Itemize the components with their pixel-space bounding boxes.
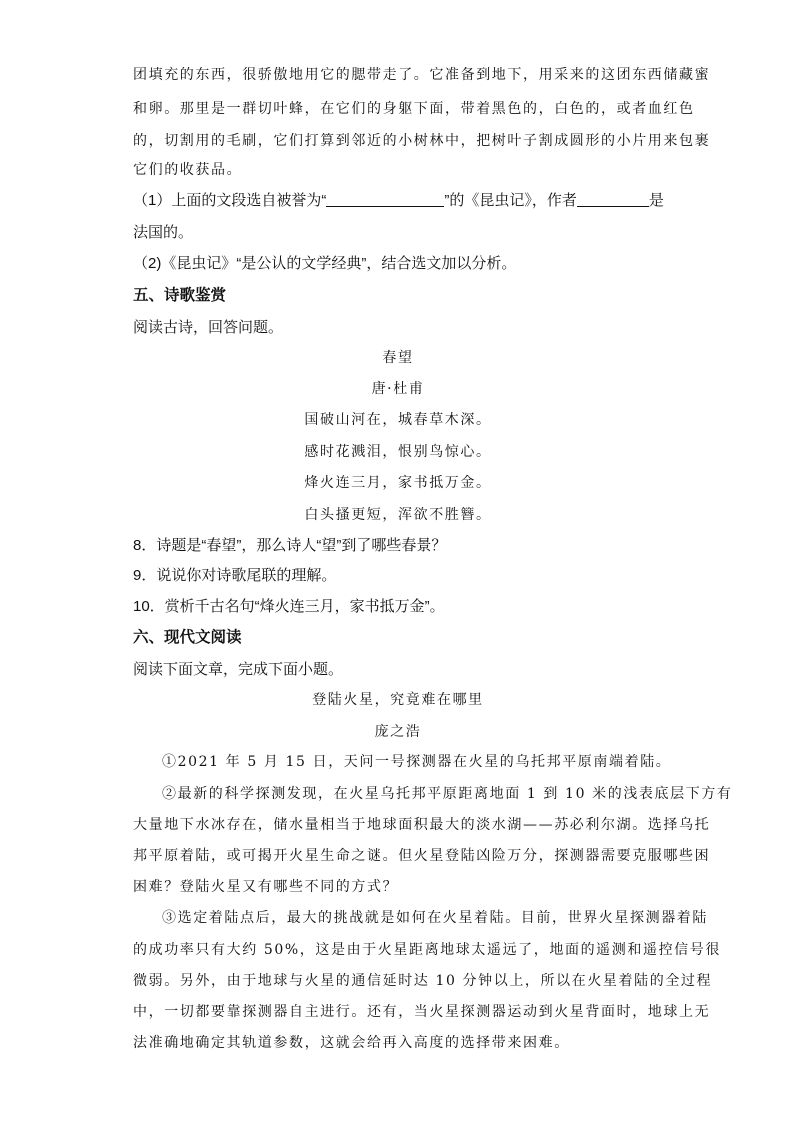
poem-line: 白头搔更短，浑欲不胜簪。 <box>304 507 492 523</box>
article-paragraph-3-line: 中，一切都要靠探测器自主进行。还有，当火星探测器运动到火星背面时，地球上无 <box>133 1004 711 1020</box>
article-paragraph-3-line: 微弱。另外，由于地球与火星的通信延时达 10 分钟以上，所以在火星着陆的全过程 <box>133 973 713 989</box>
article-paragraph-2-line: 大量地下水冰存在，储水量相当于地球面积最大的淡水湖——苏必利尔湖。选择乌托 <box>133 817 711 833</box>
poem-line: 烽火连三月，家书抵万金。 <box>304 475 492 491</box>
question-1-suffix: 是 <box>648 192 664 209</box>
question-1-line2: 法国的。 <box>133 224 194 241</box>
question-1-prefix: （1）上面的文段选自被誉为“ <box>133 192 327 209</box>
question-1-middle: ”的《昆虫记》，作者 <box>444 192 577 209</box>
passage-line: 团填充的东西，很骄傲地用它的腮带走了。它准备到地下，用采来的这团东西储藏蜜 <box>133 67 711 83</box>
article-title: 登陆火星，究竟难在哪里 <box>312 692 484 708</box>
poem-line: 感时花溅泪，恨别鸟惊心。 <box>304 444 492 460</box>
section-heading-poetry: 五、诗歌鉴赏 <box>133 287 227 304</box>
article-paragraph-1: ①2021 年 5 月 15 日，天问一号探测器在火星的乌托邦平原南端着陆。 <box>162 754 672 770</box>
question-1 <box>133 191 663 211</box>
answer-blank-title[interactable] <box>326 192 444 207</box>
article-paragraph-3-line: 法准确地确定其轨道参数，这就会给再入高度的选择带来困难。 <box>133 1035 570 1051</box>
question-8: 8．诗题是“春望”，那么诗人“望”到了哪些春景？ <box>133 537 447 554</box>
article-paragraph-3: ③选定着陆点后，最大的挑战就是如何在火星着陆。目前，世界火星探测器着陆 <box>162 910 708 926</box>
passage-line: 它们的收获品。 <box>133 162 243 178</box>
section-heading-modern-reading: 六、现代文阅读 <box>133 629 242 646</box>
article-paragraph-2: ②最新的科学探测发现，在火星乌托邦平原距离地面 1 到 10 米的浅表底层下方有 <box>162 786 733 802</box>
poem-line: 国破山河在，城春草木深。 <box>304 412 492 428</box>
passage-line: 和卵。那里是一群切叶蜂，在它们的身躯下面，带着黑色的，白色的，或者血红色 <box>133 101 695 117</box>
question-9: 9．说说你对诗歌尾联的理解。 <box>133 567 337 584</box>
article-paragraph-3-line: 的成功率只有大约 50%，这是由于火星距离地球太遥远了，地面的遥测和遥控信号很 <box>133 942 721 958</box>
article-author: 庞之浩 <box>374 724 422 740</box>
poem-title: 春望 <box>382 350 414 366</box>
modern-reading-instruction: 阅读下面文章，完成下面小题。 <box>133 661 344 678</box>
question-2: （2)《昆虫记》“是公认的文学经典”，结合选文加以分析。 <box>133 255 517 272</box>
article-paragraph-2-line: 邦平原着陆，或可揭开火星生命之谜。但火星登陆凶险万分，探测器需要克服哪些困 <box>133 848 711 864</box>
poem-author: 唐·杜甫 <box>371 381 425 397</box>
question-10: 10．赏析千古名句“烽火连三月，家书抵万金”。 <box>133 598 445 615</box>
answer-blank-author[interactable] <box>577 192 649 207</box>
poetry-instruction: 阅读古诗，回答问题。 <box>133 319 284 336</box>
passage-line: 的，切割用的毛刷，它们打算到邻近的小树林中，把树叶子割成圆形的小片用来包裹 <box>133 133 711 149</box>
article-paragraph-2-line: 困难？登陆火星又有哪些不同的方式？ <box>133 879 399 895</box>
